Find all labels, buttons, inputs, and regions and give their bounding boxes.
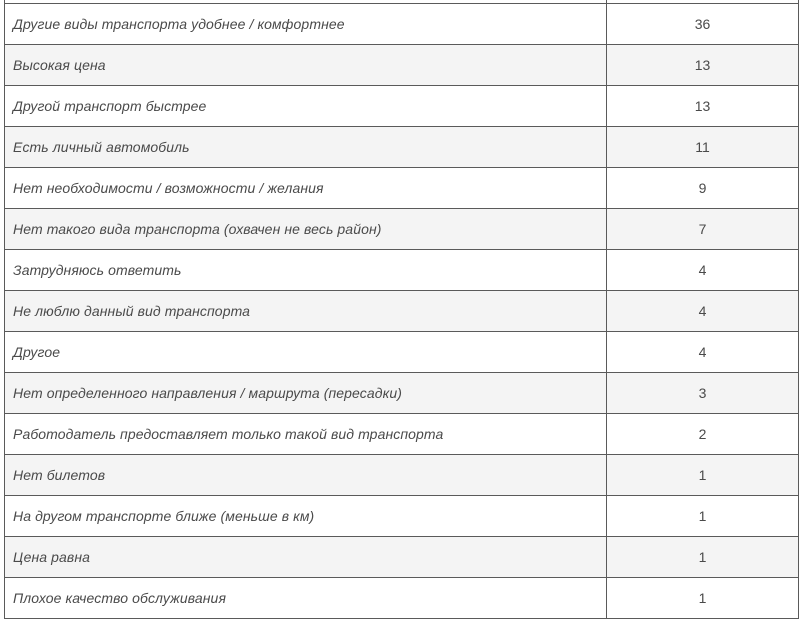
table-row [5, 414, 799, 455]
count-cell: 36 [607, 4, 799, 45]
count-cell: 11 [607, 127, 799, 168]
count-cell: 4 [607, 332, 799, 373]
table-row [5, 291, 799, 332]
table-row [5, 250, 799, 291]
reason-cell: Высокая цена [5, 45, 607, 86]
count-cell: 4 [607, 291, 799, 332]
count-cell: 13 [607, 86, 799, 127]
reason-cell: Нет билетов [5, 455, 607, 496]
table-row [5, 373, 799, 414]
count-cell: 1 [607, 578, 799, 619]
count-cell: 1 [607, 496, 799, 537]
table-row [5, 537, 799, 578]
table-row [5, 496, 799, 537]
table-row [5, 332, 799, 373]
table-row [5, 86, 799, 127]
reason-cell: Нет такого вида транспорта (охвачен не весь район) [5, 209, 607, 250]
count-cell: 2 [607, 414, 799, 455]
reason-cell: На другом транспорте ближе (меньше в км) [5, 496, 607, 537]
reason-cell: Плохое качество обслуживания [5, 578, 607, 619]
count-cell: 1 [607, 537, 799, 578]
reasons-table [4, 0, 799, 619]
table-row [5, 4, 799, 45]
reasons-table-container [4, 0, 798, 619]
reason-cell: Другой транспорт быстрее [5, 86, 607, 127]
reason-cell: Нет определенного направления / маршрута (пересадки) [5, 373, 607, 414]
count-cell: 1 [607, 455, 799, 496]
table-row [5, 45, 799, 86]
reason-cell: Нет необходимости / возможности / желания [5, 168, 607, 209]
reason-cell: Есть личный автомобиль [5, 127, 607, 168]
count-cell: 9 [607, 168, 799, 209]
table-row [5, 127, 799, 168]
table-row [5, 209, 799, 250]
reason-cell: Другое [5, 332, 607, 373]
table-row [5, 455, 799, 496]
reason-cell: Работодатель предоставляет только такой вид транспорта [5, 414, 607, 455]
count-cell: 3 [607, 373, 799, 414]
reason-cell: Затрудняюсь ответить [5, 250, 607, 291]
count-cell: 4 [607, 250, 799, 291]
count-cell: 13 [607, 45, 799, 86]
reason-cell: Не люблю данный вид транспорта [5, 291, 607, 332]
table-row [5, 578, 799, 619]
table-row [5, 168, 799, 209]
reason-cell: Цена равна [5, 537, 607, 578]
count-cell: 7 [607, 209, 799, 250]
reason-cell: Другие виды транспорта удобнее / комфортнее [5, 4, 607, 45]
